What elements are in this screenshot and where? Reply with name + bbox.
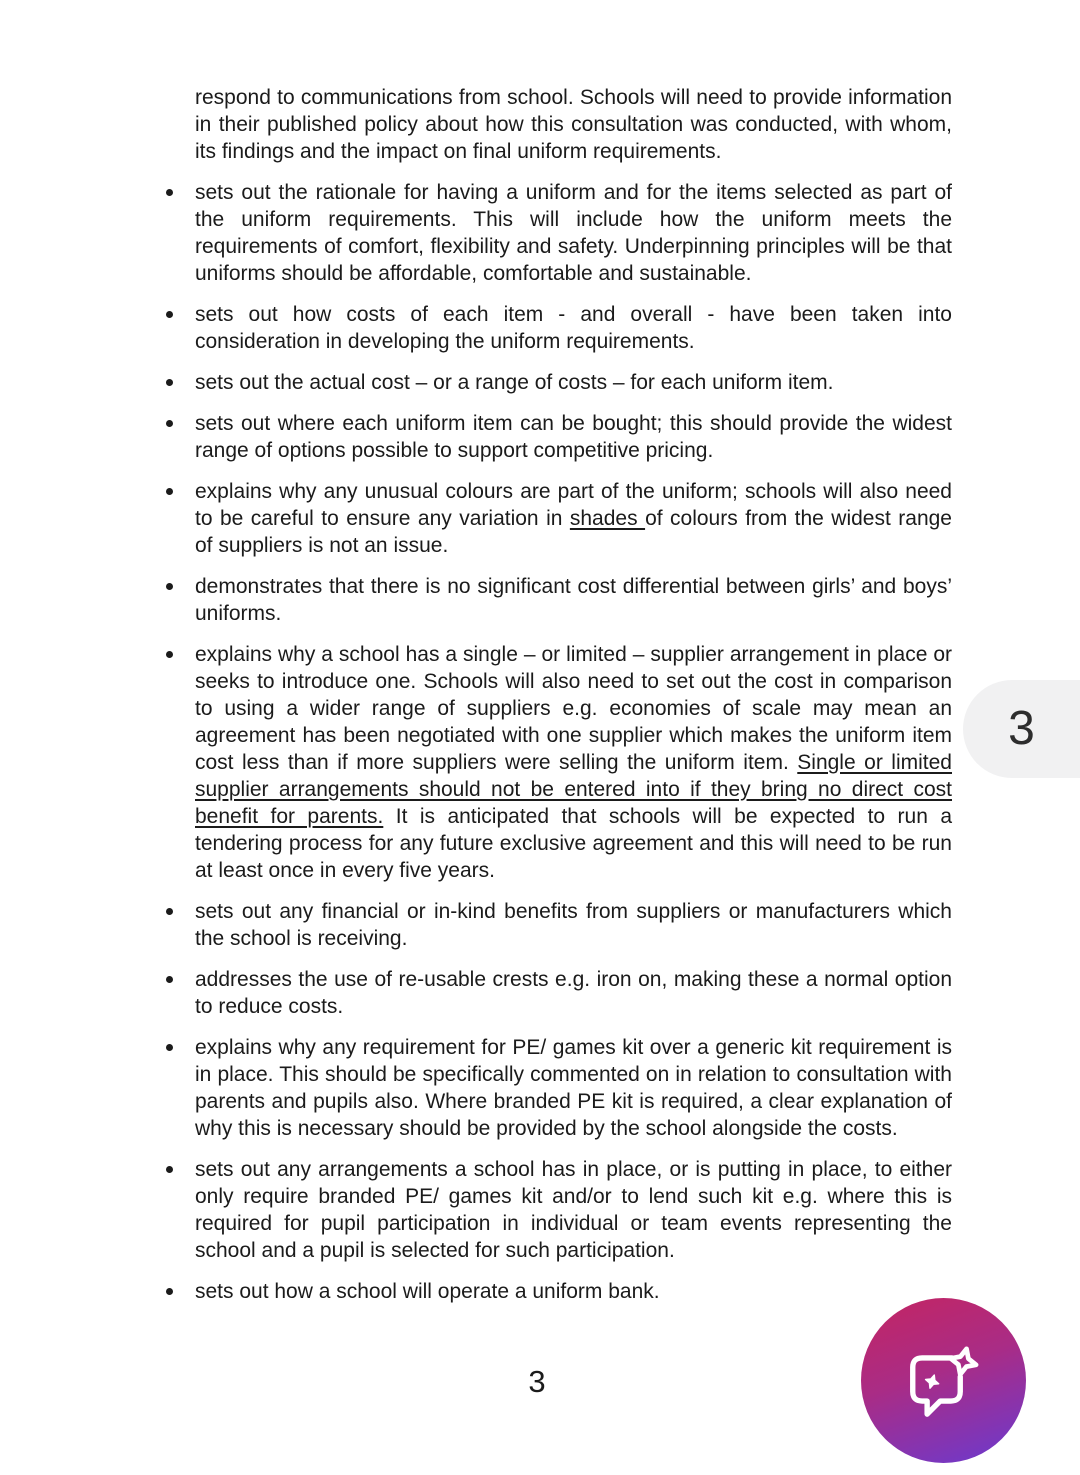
text-segment: sets out how costs of each item - and overall - have been taken into consideration in developing the uniform requirements. [195,303,952,353]
bullet-item [195,898,952,952]
bullet-item [195,641,952,884]
bullet-marker [166,651,173,658]
page-tab-label: 3 [1008,702,1035,755]
text-segment: explains why a school has a single – or limited – supplier arrangement in place or seeks to introduce one. Schools will also need to set out the cost in comparison to using a wider range of suppliers e.g. economies of scale may mean an agreement has been negotiated with one supplier which makes the uniform item cost less than if more suppliers were selling the uniform item. [195,643,952,774]
bullet-marker [166,1166,173,1173]
bullet-item [195,573,952,627]
page-scroll-indicator[interactable] [963,680,1080,778]
text-segment: explains why any unusual colours are part of the uniform; schools will also need to be careful to ensure any variation in [195,480,952,530]
bullet-item [195,410,952,464]
document-content [195,84,952,1319]
bullet-list [195,179,952,1305]
text-segment: demonstrates that there is no significant cost differential between girls’ and boys’ uniforms. [195,575,952,625]
text-segment: sets out the actual cost – or a range of costs – for each uniform item. [195,371,834,394]
underlined-text: Single or limited supplier arrangements should not be entered into if they bring no direct cost benefit for parents. [195,751,952,828]
bullet-item [195,369,952,396]
chat-sparkle-icon [904,1341,984,1421]
bullet-marker [166,189,173,196]
bullet-item [195,1034,952,1142]
text-segment: sets out any financial or in-kind benefits from suppliers or manufacturers which the school is receiving. [195,900,952,950]
bullet-marker [166,420,173,427]
bullet-marker [166,488,173,495]
bullet-marker [166,311,173,318]
text-segment: sets out the rationale for having a uniform and for the items selected as part of the uniform requirements. This will include how the uniform meets the requirements of comfort, flexibility and safety. Underpinning principles will be that uniforms should be affordable, comfortable and sustainable. [195,181,952,285]
text-segment: sets out any arrangements a school has in place, or is putting in place, to either only require branded PE/ games kit and/or to lend such kit e.g. where this is required for pupil participation in individual or team events representing the school and a pupil is selected for such participation. [195,1158,952,1262]
chat-assistant-button[interactable] [861,1298,1026,1463]
bullet-item [195,179,952,287]
bullet-marker [166,908,173,915]
text-segment: addresses the use of re-usable crests e.g. iron on, making these a normal option to reduce costs. [195,968,952,1018]
text-segment: It is anticipated that schools will be expected to run a tendering process for any future exclusive agreement and this will need to be run at least once in every five years. [195,805,952,882]
underlined-text: shades [569,507,646,530]
bullet-item [195,1156,952,1264]
text-segment: respond to communications from school. Schools will need to provide information in their published policy about how this consultation was conducted, with whom, its findings and the impact on final uniform requirements. [195,86,952,163]
text-segment: of colours from the widest range of suppliers is not an issue. [195,507,952,557]
bullet-item [195,1278,952,1305]
bullet-marker [166,1288,173,1295]
bullet-item [195,301,952,355]
text-segment: sets out where each uniform item can be bought; this should provide the widest range of options possible to support competitive pricing. [195,412,952,462]
bullet-marker [166,583,173,590]
bullet-marker [166,976,173,983]
bullet-marker [166,1044,173,1051]
text-segment: explains why any requirement for PE/ games kit over a generic kit requirement is in place. This should be specifically commented on in relation to consultation with parents and pupils also. Where branded PE kit is required, a clear explanation of why this is necessary should be provided by the school alongside the costs. [195,1036,952,1140]
page-number-footer: 3 [528,1364,546,1399]
bullet-item [195,478,952,559]
bullet-item [195,966,952,1020]
bullet-marker [166,379,173,386]
text-segment: sets out how a school will operate a uniform bank. [195,1280,660,1303]
intro-paragraph [195,84,952,165]
